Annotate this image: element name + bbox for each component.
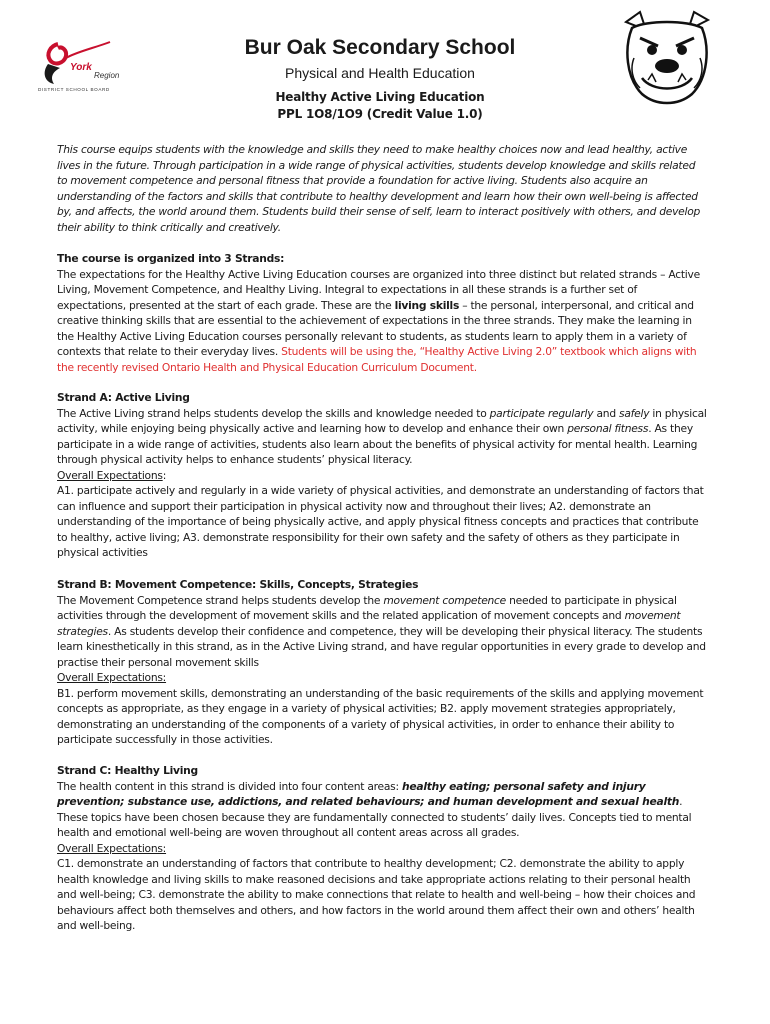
strand-a-expectations: A1. participate actively and regularly in a wide variety of physical activities, and demonstrate an understanding of factors that can influence and support their participation in physical activity now and throughout their lives; A2. demonstrate an understanding of the importance of being physically active, and apply physical fitness concepts and practices that contribute to healthy, active living; A3. demonstrate responsibility for their own safety and the safety of others as they participate in physical activities bbox=[57, 484, 704, 559]
strand-a-section bbox=[57, 390, 707, 561]
strand-c-heading: Strand C: Healthy Living bbox=[57, 764, 198, 777]
svg-text:Region: Region bbox=[94, 71, 120, 80]
svg-text:DISTRICT SCHOOL BOARD: DISTRICT SCHOOL BOARD bbox=[38, 87, 110, 92]
course-description: This course equips students with the knowledge and skills they need to make healthy choices now and lead healthy, active lives in the future. Through participation in a wide range of physical activities, students develop knowledge and skills related to movement competence and personal fitness that provide a foundation for active living. Students also acquire an understanding of the factors and skills that contribute to healthy development and learn how their own well-being is affected by, and affects, the world around them. Students build their sense of self, learn to interact positively with others, and develop their ability to think critically and creatively. bbox=[57, 143, 701, 234]
strand-b-heading: Strand B: Movement Competence: Skills, Concepts, Strategies bbox=[57, 578, 419, 591]
school-name: Bur Oak Secondary School bbox=[244, 36, 516, 59]
strands-heading: The course is organized into 3 Strands: bbox=[57, 252, 285, 265]
strand-b-paragraph: The Movement Competence strand helps students develop the movement competence needed to participate in physical activities through the development of movement skills and the related application of movement concepts and movement strategies. As students develop their confidence and competence, they will be developing their physical literacy. The students learn kinesthetically in this strand, as in the Active Living strand, and have regular opportunities in every grade to develop and practise their personal movement skills bbox=[57, 593, 706, 669]
strand-c-paragraph: The health content in this strand is divided into four content areas: healthy eating; personal safety and injury prevention; substance use, addictions, and related behaviours; and human development and sexual health. These topics have been chosen because they are fundamentally connected to students’ daily lives. Concepts tied to mental health and emotional well-being are woven throughout all content areas across all grades. bbox=[57, 779, 692, 839]
strand-a-overall-label: Overall Expectations: bbox=[57, 468, 167, 482]
living-skills-term: living skills bbox=[394, 298, 460, 312]
svg-text:York: York bbox=[70, 62, 92, 73]
textbook-note: Students will be using the, “Healthy Active Living 2.0” textbook which aligns with the recently revised Ontario Health and Physical Education Curriculum Document. bbox=[57, 345, 697, 374]
strand-c-section bbox=[57, 763, 707, 934]
strands-paragraph: The expectations for the Healthy Active Living Education courses are organized into three distinct but related strands – Active Living, Movement Competence, and Healthy Living. Integral to expectations in all these strands is a further set of expectations, presented at the start of each grade. These are the living skills – the personal, interpersonal, and critical and creative thinking skills that are essential to the achievement of expectations in the three strands. They make the learning in the Healthy Active Living Education courses personally relevant to students, as students learn to apply them in a variety of contexts that relate to their everyday lives. Students will be using the, “Healthy Active Living 2.0” textbook which aligns with the recently revised Ontario Health and Physical Education Curriculum Document. bbox=[57, 267, 700, 374]
course-code: PPL 1O8/1O9 (Credit Value 1.0) bbox=[277, 107, 483, 121]
strand-c-expectations: C1. demonstrate an understanding of factors that contribute to healthy development; C2. demonstrate the ability to apply health knowledge and living skills to make reasoned decisions and take appropriate actions relating to their personal health and well-being; C3. demonstrate the ability to make connections that relate to health and well-being – how their choices and behaviours affect both themselves and others, and how factors in the world around them affect their own and others’ health and well-being. bbox=[57, 857, 696, 932]
strand-b-expectations: B1. perform movement skills, demonstrating an understanding of the basic requirements of the skills and applying movement concepts as appropriate, as they engage in a variety of physical activities; B2. apply movement strategies appropriately, demonstrating an understanding of the components of a variety of physical activities, in order to enhance their ability to participate successfully in those activities. bbox=[57, 686, 704, 746]
strand-a-heading: Strand A: Active Living bbox=[57, 391, 190, 404]
strands-overview-section bbox=[57, 251, 707, 375]
strand-c-overall-label: Overall Expectations: bbox=[57, 841, 167, 855]
strand-b-overall-label: Overall Expectations: bbox=[57, 671, 167, 684]
department-name: Physical and Health Education bbox=[285, 65, 475, 81]
course-title: Healthy Active Living Education bbox=[275, 90, 485, 104]
strand-a-paragraph: The Active Living strand helps students develop the skills and knowledge needed to participate regularly and safely in physical activity, while enjoying being physically active and learning how to develop and enhance their own personal fitness. As they participate in a wide range of activities, students also learn about the benefits of physical activity for mental health. Learning through physical activity helps to enhance students’ physical literacy. bbox=[57, 406, 707, 466]
content-areas-list: healthy eating; personal safety and injury prevention; substance use, addictions, and related behaviours; and human development and sexual health bbox=[57, 779, 680, 808]
strand-b-section bbox=[57, 577, 707, 748]
